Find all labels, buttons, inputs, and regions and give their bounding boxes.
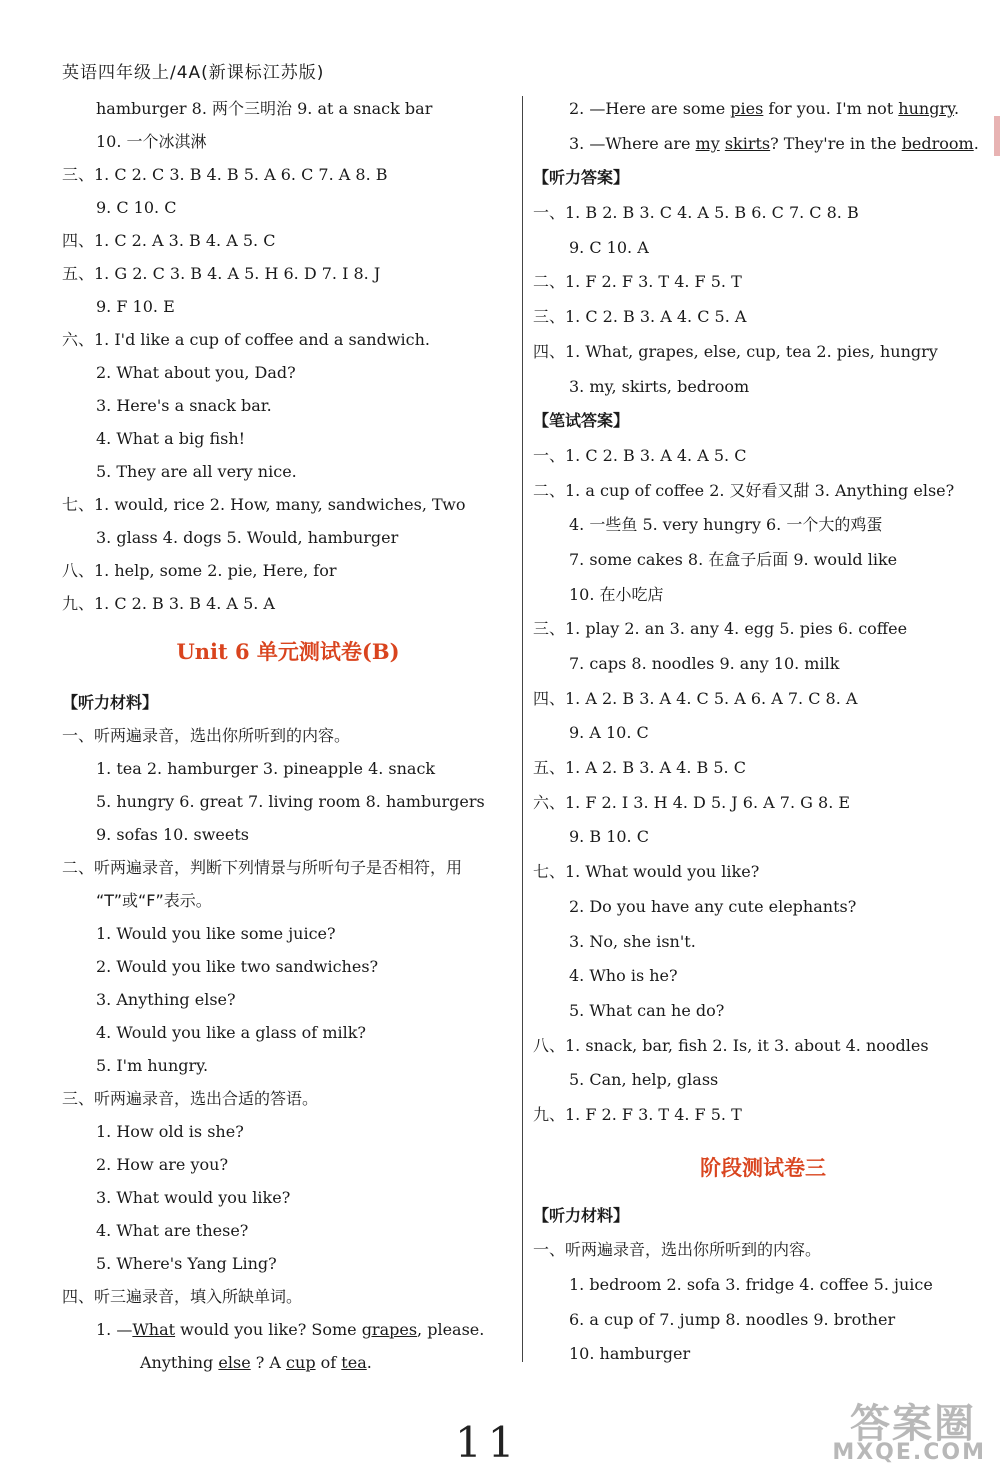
text-segment: for you. I'm not xyxy=(763,99,899,118)
answer-line: 4. Who is he? xyxy=(569,966,678,986)
answer-line: 5. Where's Yang Ling? xyxy=(96,1254,277,1273)
answer-line: 3. glass 4. dogs 5. Would, hamburger xyxy=(96,528,399,547)
answer-line: 6. a cup of 7. jump 8. noodles 9. brother xyxy=(569,1309,896,1329)
answer-line: 三、1. C 2. C 3. B 4. B 5. A 6. C 7. A 8. B xyxy=(62,165,388,184)
section-heading: 【听力答案】 xyxy=(533,168,630,188)
page-number: 11 xyxy=(455,1418,521,1467)
answer-line: 4. 一些鱼 5. very hungry 6. 一个大的鸡蛋 xyxy=(569,515,883,535)
watermark-url: MXQE.COM xyxy=(832,1440,986,1465)
answer-line: 六、1. F 2. I 3. H 4. D 5. J 6. A 7. G 8. E xyxy=(533,792,851,812)
answer-line: hamburger 8. 两个三明治 9. at a snack bar xyxy=(96,99,433,118)
column-divider xyxy=(522,96,523,1362)
filled-blank: else xyxy=(218,1353,251,1372)
question-heading: 四、听三遍录音，填入所缺单词。 xyxy=(62,1287,303,1306)
question-heading: 一、听两遍录音，选出你所听到的内容。 xyxy=(62,726,351,745)
section-heading: 【笔试答案】 xyxy=(533,411,630,431)
answer-line: 1. How old is she? xyxy=(96,1122,244,1141)
answer-line: 3. No, she isn't. xyxy=(569,931,696,951)
watermark xyxy=(786,1392,996,1472)
filled-blank: What xyxy=(132,1320,176,1339)
text-segment: Anything xyxy=(140,1353,219,1372)
answer-line: 九、1. F 2. F 3. T 4. F 5. T xyxy=(533,1104,742,1124)
text-segment: would you like? Some xyxy=(175,1320,362,1339)
answer-line: 5. hungry 6. great 7. living room 8. hamburgers xyxy=(96,792,485,811)
answer-line: 2. How are you? xyxy=(96,1155,229,1174)
answer-line: 3. Anything else? xyxy=(96,990,236,1009)
answer-line: 1. bedroom 2. sofa 3. fridge 4. coffee 5. juice xyxy=(569,1275,933,1294)
answer-line: 10. 一个冰淇淋 xyxy=(96,132,207,151)
question-heading: 一、听两遍录音，选出你所听到的内容。 xyxy=(533,1240,822,1260)
answer-line: 五、1. G 2. C 3. B 4. A 5. H 6. D 7. I 8. J xyxy=(62,264,381,283)
fill-blank-line xyxy=(533,127,993,162)
answer-line: 3. Here's a snack bar. xyxy=(96,396,272,415)
page-edge-mark xyxy=(994,116,1000,156)
filled-blank: skirts xyxy=(724,133,771,153)
text-segment: . xyxy=(973,133,979,153)
text-segment: . xyxy=(366,1353,372,1372)
answer-line: 5. What can he do? xyxy=(569,1000,725,1020)
answer-line: 七、1. What would you like? xyxy=(533,862,760,882)
answer-line: 3. What would you like? xyxy=(96,1188,291,1207)
answer-line: 九、1. C 2. B 3. B 4. A 5. A xyxy=(62,594,275,613)
answer-line: 四、1. What, grapes, else, cup, tea 2. pies, hungry xyxy=(533,341,938,361)
page-header: 英语四年级上/4A(新课标江苏版) xyxy=(62,63,325,83)
text-segment: , please. xyxy=(417,1320,485,1339)
text-segment: ? A xyxy=(250,1353,287,1372)
answer-line: 7. caps 8. noodles 9. any 10. milk xyxy=(569,654,840,673)
filled-blank: my xyxy=(695,133,720,153)
answer-line: 七、1. would, rice 2. How, many, sandwiches, Two xyxy=(62,495,466,514)
answer-line: 4. Would you like a glass of milk? xyxy=(96,1023,366,1042)
answer-line: 五、1. A 2. B 3. A 4. B 5. C xyxy=(533,758,746,778)
filled-blank: cup xyxy=(286,1353,316,1372)
answer-line: 2. What about you, Dad? xyxy=(96,363,296,382)
answer-line: 9. B 10. C xyxy=(569,827,649,847)
answer-line: 9. F 10. E xyxy=(96,297,175,316)
answer-line: 10. 在小吃店 xyxy=(569,584,664,604)
answer-line: 八、1. snack, bar, fish 2. Is, it 3. about 4. noodles xyxy=(533,1035,929,1055)
answer-line: 5. They are all very nice. xyxy=(96,462,297,481)
text-segment: 3. —Where are xyxy=(569,133,696,153)
answer-line: 9. C 10. C xyxy=(96,198,177,217)
answer-line: 7. some cakes 8. 在盒子后面 9. would like xyxy=(569,549,898,569)
filled-blank: hungry xyxy=(898,99,955,118)
answer-line: 一、1. C 2. B 3. A 4. A 5. C xyxy=(533,445,747,465)
text-segment: . xyxy=(954,99,960,118)
section-heading: 【听力材料】 xyxy=(533,1205,630,1225)
stage-test-title: 阶段测试卷三 xyxy=(700,1154,826,1180)
right-column xyxy=(533,92,993,1372)
filled-blank: pies xyxy=(730,99,764,118)
answer-line: 10. hamburger xyxy=(569,1344,691,1364)
fill-blank-line xyxy=(62,1313,514,1346)
filled-blank: tea xyxy=(341,1353,367,1372)
answer-line: 三、1. play 2. an 3. any 4. egg 5. pies 6. coffee xyxy=(533,619,908,639)
filled-blank: bedroom xyxy=(901,133,974,153)
answer-line: 9. A 10. C xyxy=(569,723,649,743)
answer-line: 9. C 10. A xyxy=(569,237,649,257)
answer-line: 八、1. help, some 2. pie, Here, for xyxy=(62,561,337,580)
answer-line: 4. What a big fish! xyxy=(96,429,246,448)
question-heading: “T”或“F”表示。 xyxy=(96,891,212,910)
watermark-text: 答案圈 xyxy=(850,1401,976,1447)
answer-line: 四、1. C 2. A 3. B 4. A 5. C xyxy=(62,231,276,250)
answer-line: 3. my, skirts, bedroom xyxy=(569,376,750,396)
question-heading: 二、听两遍录音，判断下列情景与所听句子是否相符，用 xyxy=(62,858,463,877)
text-segment: of xyxy=(315,1353,342,1372)
unit-title: Unit 6 单元测试卷(B) xyxy=(176,639,400,664)
fill-blank-line xyxy=(62,1346,514,1379)
answer-line: 一、1. B 2. B 3. C 4. A 5. B 6. C 7. C 8. B xyxy=(533,203,859,223)
answer-line: 三、1. C 2. B 3. A 4. C 5. A xyxy=(533,307,747,327)
question-heading: 三、听两遍录音，选出合适的答语。 xyxy=(62,1089,319,1108)
answer-line: 四、1. A 2. B 3. A 4. C 5. A 6. A 7. C 8. A xyxy=(533,688,858,708)
text-segment: 2. —Here are some xyxy=(569,99,731,118)
answer-line: 2. Would you like two sandwiches? xyxy=(96,957,379,976)
answer-line: 1. Would you like some juice? xyxy=(96,924,336,943)
section-heading: 【听力材料】 xyxy=(62,693,159,712)
text-segment: ? They're in the xyxy=(770,133,902,153)
left-column xyxy=(62,92,514,1379)
answer-line: 9. sofas 10. sweets xyxy=(96,825,249,844)
answer-line: 5. I'm hungry. xyxy=(96,1056,209,1075)
answer-line: 2. Do you have any cute elephants? xyxy=(569,896,857,916)
filled-blank: grapes xyxy=(361,1320,418,1339)
answer-line: 二、1. a cup of coffee 2. 又好看又甜 3. Anything else? xyxy=(533,480,955,500)
answer-line: 1. tea 2. hamburger 3. pineapple 4. snack xyxy=(96,759,436,778)
answer-line: 4. What are these? xyxy=(96,1221,249,1240)
answer-line: 二、1. F 2. F 3. T 4. F 5. T xyxy=(533,272,742,292)
fill-blank-line xyxy=(533,92,993,127)
answer-line: 5. Can, help, glass xyxy=(569,1070,719,1090)
answer-line: 六、1. I'd like a cup of coffee and a sandwich. xyxy=(62,330,430,349)
text-segment: 1. — xyxy=(96,1320,133,1339)
